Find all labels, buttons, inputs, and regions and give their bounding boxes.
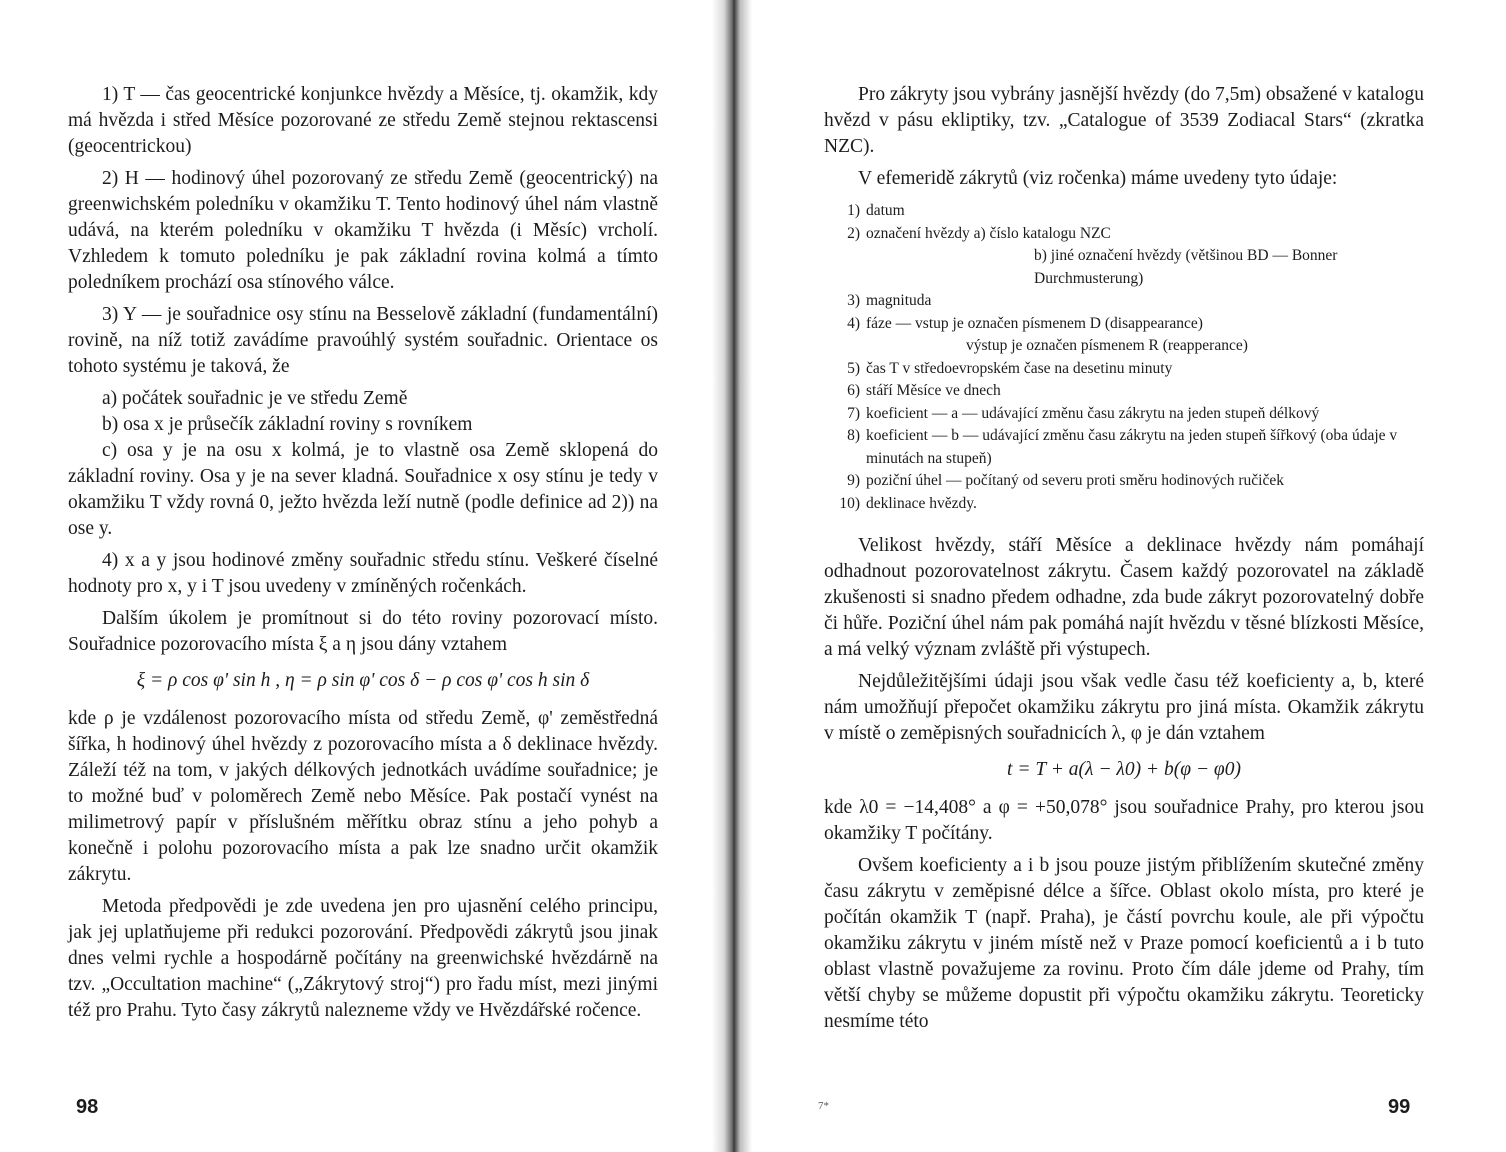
- list-item: b) osa x je průsečík základní roviny s rovníkem: [102, 414, 473, 435]
- list-number: 3): [847, 292, 860, 309]
- paragraph: Dalším úkolem je promítnout si do této roviny pozorovací místo. Souřadnice pozorovacího místa ξ a η jsou dány vztahem: [68, 608, 658, 655]
- list-number: 8): [847, 427, 860, 444]
- list-item: [824, 403, 1424, 426]
- list-item: [824, 380, 1424, 403]
- list-number: 1): [847, 202, 860, 219]
- paragraph: 1) T — čas geocentrické konjunkce hvězdy a Měsíce, tj. okamžik, kdy má hvězda i střed Měsíce pozorované ze středu Země stejnou rektascensi (geocentrickou): [68, 84, 658, 157]
- list-number: [824, 335, 866, 358]
- list-number: 4): [847, 314, 860, 332]
- list-text: výstup je označen písmenem R (reapperance): [966, 337, 1248, 354]
- list-text: magnituda: [866, 292, 932, 309]
- list-item: [824, 200, 1424, 223]
- formula: ξ = ρ cos φ' sin h , η = ρ sin φ' cos δ − ρ cos φ' cos h sin δ: [136, 670, 590, 691]
- list-item: [824, 245, 1424, 290]
- right-page-text: [824, 82, 1424, 1041]
- list-item: [824, 358, 1424, 381]
- list-text: poziční úhel — počítaný od severu proti směru hodinových ručiček: [866, 472, 1284, 489]
- paragraph: Metoda předpovědi je zde uvedena jen pro ujasnění celého principu, jak jej uplatňujeme při redukci pozorování. Předpovědi zákrytů jsou jinak dnes velmi rychle a hospodárně počítány na greenwichské hvězdárně na tzv. „Occultation machine“ („Zákrytový stroj“) pro řadu míst, mezi jinými též pro Prahu. Tyto časy zákrytů nalezneme vždy ve Hvězdářské ročence.: [68, 896, 658, 1021]
- list-item: [824, 425, 1424, 470]
- list-item: [824, 313, 1424, 336]
- paragraph: kde ρ je vzdálenost pozorovacího místa od středu Země, φ' zeměstředná šířka, h hodinový úhel hvězdy z pozorovacího místa a δ deklinace hvězdy. Záleží též na tom, v jakých délkových jednotkách uvádíme souřadnice; je to možné buď v poloměrech Země nebo Měsíce. Pak postačí vynést na milimetrový papír v příslušném měřítku obraz stínu a jeho pohyb a konečně i polohu pozorovacího místa a pak lze snadno určit okamžik zákrytu.: [68, 708, 658, 885]
- list-number: 6): [847, 382, 860, 399]
- list-item: [824, 223, 1424, 246]
- paragraph: Pro zákryty jsou vybrány jasnější hvězdy (do 7,5m) obsažené v katalogu hvězd v pásu ekliptiky, tzv. „Catalogue of 3539 Zodiacal Stars“ (zkratka NZC).: [824, 84, 1424, 157]
- left-page: [0, 0, 728, 1152]
- list-text: koeficient — a — udávající změnu času zákrytu na jeden stupeň délkový: [866, 404, 1320, 422]
- paragraph: kde λ0 = −14,408° a φ = +50,078° jsou souřadnice Prahy, pro kterou jsou okamžiky T počítány.: [824, 797, 1424, 844]
- paragraph: 2) H — hodinový úhel pozorovaný ze středu Země (geocentrický) na greenwichském poledníku v okamžiku T. Tento hodinový úhel nám vlastně udává, na kterém poledníku v okamžiku T hvězda (i Měsíc) vrcholí. Vzhledem k tomuto poledníku je pak základní rovina kolmá a tímto poledníkem prochází osa stínového válce.: [68, 168, 658, 293]
- list-number: 2): [847, 224, 860, 242]
- list-number: 7): [847, 404, 860, 422]
- list-number: 10): [839, 494, 860, 512]
- ephemeris-list: [824, 200, 1424, 515]
- paragraph: Velikost hvězdy, stáří Měsíce a deklinace hvězdy nám pomáhají odhadnout pozorovatelnost zákrytu. Časem každý pozorovatel na základě zkušenosti si snadno předem odhadne, zda bude zákryt pozorovatelný dobře či hůře. Poziční úhel nám pak pomáhá najít hvězdu v těsné blízkosti Měsíce, a má velký význam zvláště při výstupech.: [824, 535, 1424, 660]
- list-item: [824, 335, 1424, 358]
- page-number: 98: [76, 1096, 99, 1118]
- list-text: deklinace hvězdy.: [866, 494, 977, 512]
- paragraph: 3) Y — je souřadnice osy stínu na Besselově základní (fundamentální) rovině, na níž totiž zavádíme pravoúhlý systém souřadnic. Orientace os tohoto systému je taková, že: [68, 304, 658, 377]
- formula: t = T + a(λ − λ0) + b(φ − φ0): [1007, 759, 1241, 780]
- list-item: a) počátek souřadnic je ve středu Země: [102, 388, 408, 409]
- list-text: čas T v středoevropském čase na desetinu minuty: [866, 359, 1173, 377]
- paragraph: V efemeridě zákrytů (viz ročenka) máme uvedeny tyto údaje:: [858, 168, 1338, 189]
- left-page-text: [68, 82, 658, 1030]
- paragraph: Ovšem koeficienty a i b jsou pouze jistým přiblížením skutečné změny času zákrytu v zeměpisné délce a šířce. Oblast okolo místa, pro které je počítán okamžik T (např. Praha), je částí povrchu koule, ale při výpočtu okamžiku zákrytu v jiném místě než v Praze pomocí koeficientů a i b tuto oblast vlastně považujeme za rovinu. Proto čím dále jdeme od Prahy, tím větší chyby se můžeme dopustit při výpočtu okamžiku zákrytu. Teoreticky nesmíme této: [824, 855, 1424, 1032]
- list-item: [824, 470, 1424, 493]
- page-number: 99: [1388, 1096, 1411, 1118]
- list-number: 9): [847, 472, 860, 489]
- list-text: koeficient — b — udávající změnu času zákrytu na jeden stupeň šířkový (oba údaje v minutách na stupeň): [866, 427, 1398, 467]
- list-text: fáze — vstup je označen písmenem D (disappearance): [866, 314, 1203, 332]
- paragraph: Nejdůležitějšími údaji jsou však vedle času též koeficienty a, b, které nám umožňují přepočet okamžiku zákrytu pro jiná místa. Okamžik zákrytu v místě o zeměpisných souřadnicích λ, φ je dán vztahem: [824, 671, 1424, 744]
- list-text: b) jiné označení hvězdy (většinou BD — Bonner Durchmusterung): [1034, 247, 1338, 287]
- list-item: c) osa y je na osu x kolmá, je to vlastně osa Země sklopená do základní roviny. Osa y je na sever kladná. Souřadnice x osy stínu je tedy v okamžiku T vždy rovná 0, ježto hvězda leží nutně (podle definice ad 2)) na ose y.: [68, 440, 658, 539]
- right-page: [742, 0, 1506, 1152]
- list-item: [824, 493, 1424, 516]
- list-text: označení hvězdy a) číslo katalogu NZC: [866, 224, 1111, 242]
- list-text: stáří Měsíce ve dnech: [866, 382, 1001, 399]
- paragraph: 4) x a y jsou hodinové změny souřadnic středu stínu. Veškeré číselné hodnoty pro x, y i T jsou uvedeny v zmíněných ročenkách.: [68, 550, 658, 597]
- list-item: [824, 290, 1424, 313]
- list-number: 5): [847, 359, 860, 377]
- list-text: datum: [866, 202, 905, 219]
- signature-mark: 7*: [818, 1100, 829, 1112]
- list-number: [824, 245, 866, 290]
